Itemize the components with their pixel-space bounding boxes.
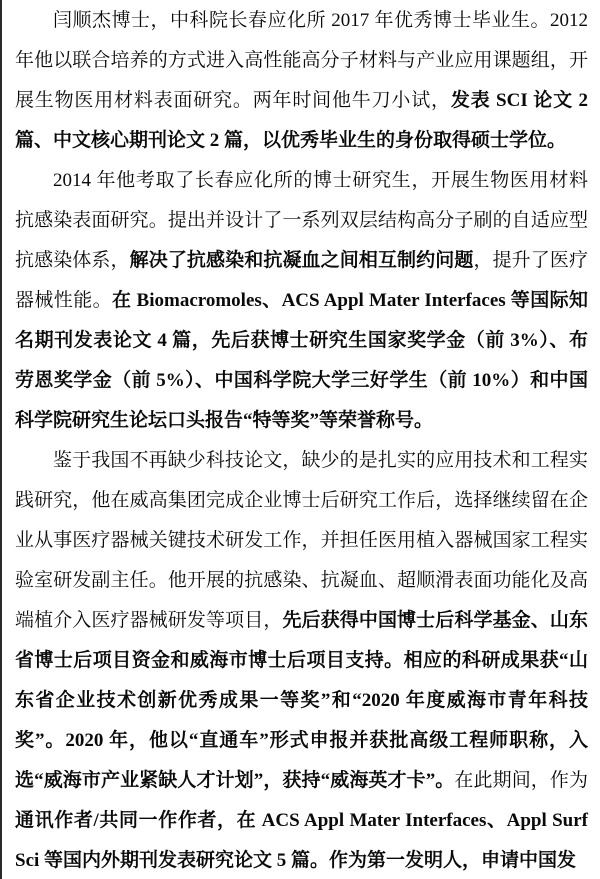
paragraph: [15, 441, 588, 879]
text-run: 鉴于我国不再缺少科技论文，缺少的是扎实的应用技术和工程实践研究，他在威高集团完成企业博士后研究工作后，选择继续留在企业从事医疗器械关键技术研发工作，并担任医用植入器械国家工程实验室研发副主任。他开展的抗感染、抗凝血、超顺滑表面功能化及高端植介入医疗器械研发等项目，: [15, 450, 588, 631]
text-run: 在此期间，作为: [454, 770, 588, 791]
paragraph: [15, 161, 588, 441]
text-run-bold: 解决了抗感染和抗凝血之间相互制约问题: [129, 250, 474, 271]
text-run-bold: 发表 SCI 论文 2 篇、中文核心期刊论文 2 篇，以优秀毕业生的身份取得硕士学位。: [15, 90, 588, 151]
paragraph: [15, 1, 588, 161]
text-run-bold: 通讯作者/共同一作作者，在 ACS Appl Mater Interfaces、Appl Surf Sci 等国内外期刊发表研究论文 5 篇。作为第一发明人，申请中国发: [15, 810, 588, 871]
text-run: 2014 年他考取了长春应化所的博士研究生，开展生物医用材料抗感染表面研究。提出并设计了一系列双层结构高分子刷的自适应型抗感染体系，: [15, 170, 588, 271]
text-run: 闫顺杰博士，中科院长春应化所 2017 年优秀博士毕业生。2012 年他以联合培养的方式进入高性能高分子材料与产业应用课题组，开展生物医用材料表面研究。两年时间他牛刀小试，: [15, 10, 588, 111]
text-run: ，提升了医疗器械性能。: [15, 250, 588, 311]
text-run-bold: 先后获得中国博士后科学基金、山东省博士后项目资金和威海市博士后项目支持。相应的科研成果获“山东省企业技术创新优秀成果一等奖”和“2020 年度威海市青年科技奖”。2020 年，他以“直通车”形式申报并获批高级工程师职称，入选“威海市产业紧缺人才计划”，获持“威海英才卡”。: [15, 610, 588, 791]
text-run-bold: 在 Biomacromoles、ACS Appl Mater Interfaces 等国际知名期刊发表论文 4 篇，先后获博士研究生国家奖学金（前 3%）、布劳恩奖学金（前 5%）、中国科学院大学三好学生（前 10%）和中国科学院研究生论坛口头报告“特等奖”等荣誉称号。: [15, 290, 588, 431]
